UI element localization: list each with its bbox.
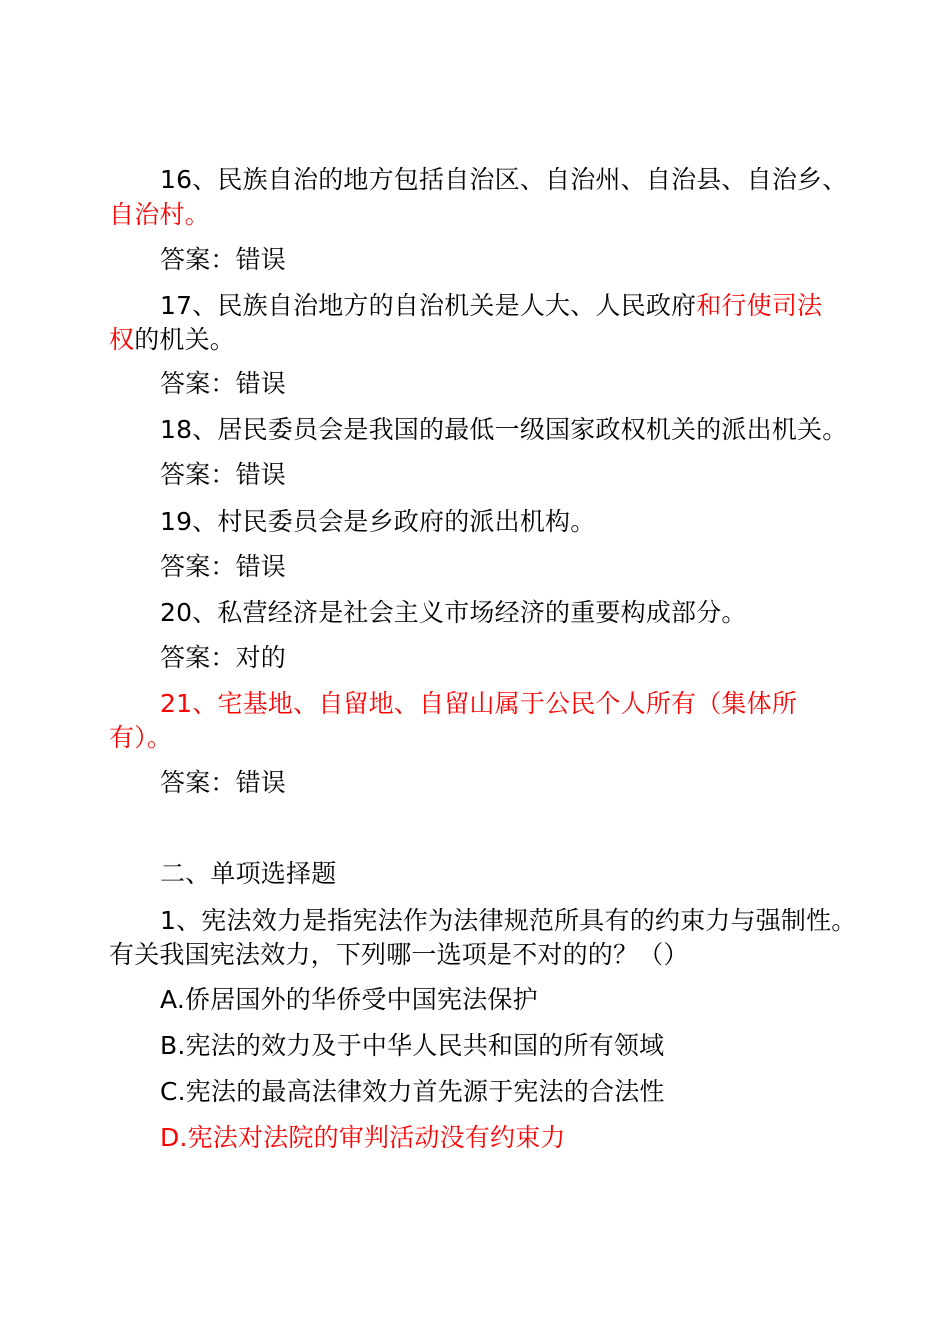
mc1-option-c: C.宪法的最高法律效力首先源于宪法的合法性 bbox=[160, 1077, 665, 1106]
mc1-option-a: A.侨居国外的华侨受中国宪法保护 bbox=[160, 985, 538, 1014]
mc1-text-line2: 有关我国宪法效力，下列哪一选项是不对的的？（） bbox=[109, 940, 689, 969]
q21-answer: 答案：错误 bbox=[160, 768, 287, 797]
q16-answer: 答案：错误 bbox=[160, 245, 287, 274]
mc1-option-d: D.宪法对法院的审判活动没有约束力 bbox=[160, 1123, 566, 1152]
q20-text: 20、私营经济是社会主义市场经济的重要构成部分。 bbox=[160, 598, 747, 627]
q17-answer: 答案：错误 bbox=[160, 369, 287, 398]
mc1-text-line1: 1、宪法效力是指宪法作为法律规范所具有的约束力与强制性。 bbox=[160, 906, 857, 935]
q16-text-line1: 16、民族自治的地方包括自治区、自治州、自治县、自治乡、 bbox=[160, 165, 848, 194]
q18-text: 18、居民委员会是我国的最低一级国家政权机关的派出机关。 bbox=[160, 415, 848, 444]
q21-text-line1: 21、宅基地、自留地、自留山属于公民个人所有（集体所 bbox=[160, 689, 798, 718]
q17-text-line2-red: 权 bbox=[109, 325, 135, 354]
q18-answer: 答案：错误 bbox=[160, 460, 287, 489]
q19-text: 19、村民委员会是乡政府的派出机构。 bbox=[160, 507, 596, 536]
q19-answer: 答案：错误 bbox=[160, 552, 287, 581]
q17-text-line2-black: 的机关。 bbox=[134, 325, 236, 354]
mc1-option-b: B.宪法的效力及于中华人民共和国的所有领域 bbox=[160, 1031, 665, 1060]
q17-text-line1-red: 和行使司法 bbox=[696, 291, 823, 320]
q17-text-line1-black: 17、民族自治地方的自治机关是人大、人民政府 bbox=[160, 291, 697, 320]
q17-text-line1 bbox=[160, 289, 822, 323]
q20-answer: 答案：对的 bbox=[160, 643, 287, 672]
section-title: 二、单项选择题 bbox=[160, 859, 337, 888]
q17-text-line2 bbox=[109, 323, 235, 357]
q21-text-line2: 有）。 bbox=[109, 723, 173, 752]
q16-text-line2: 自治村。 bbox=[109, 200, 210, 229]
